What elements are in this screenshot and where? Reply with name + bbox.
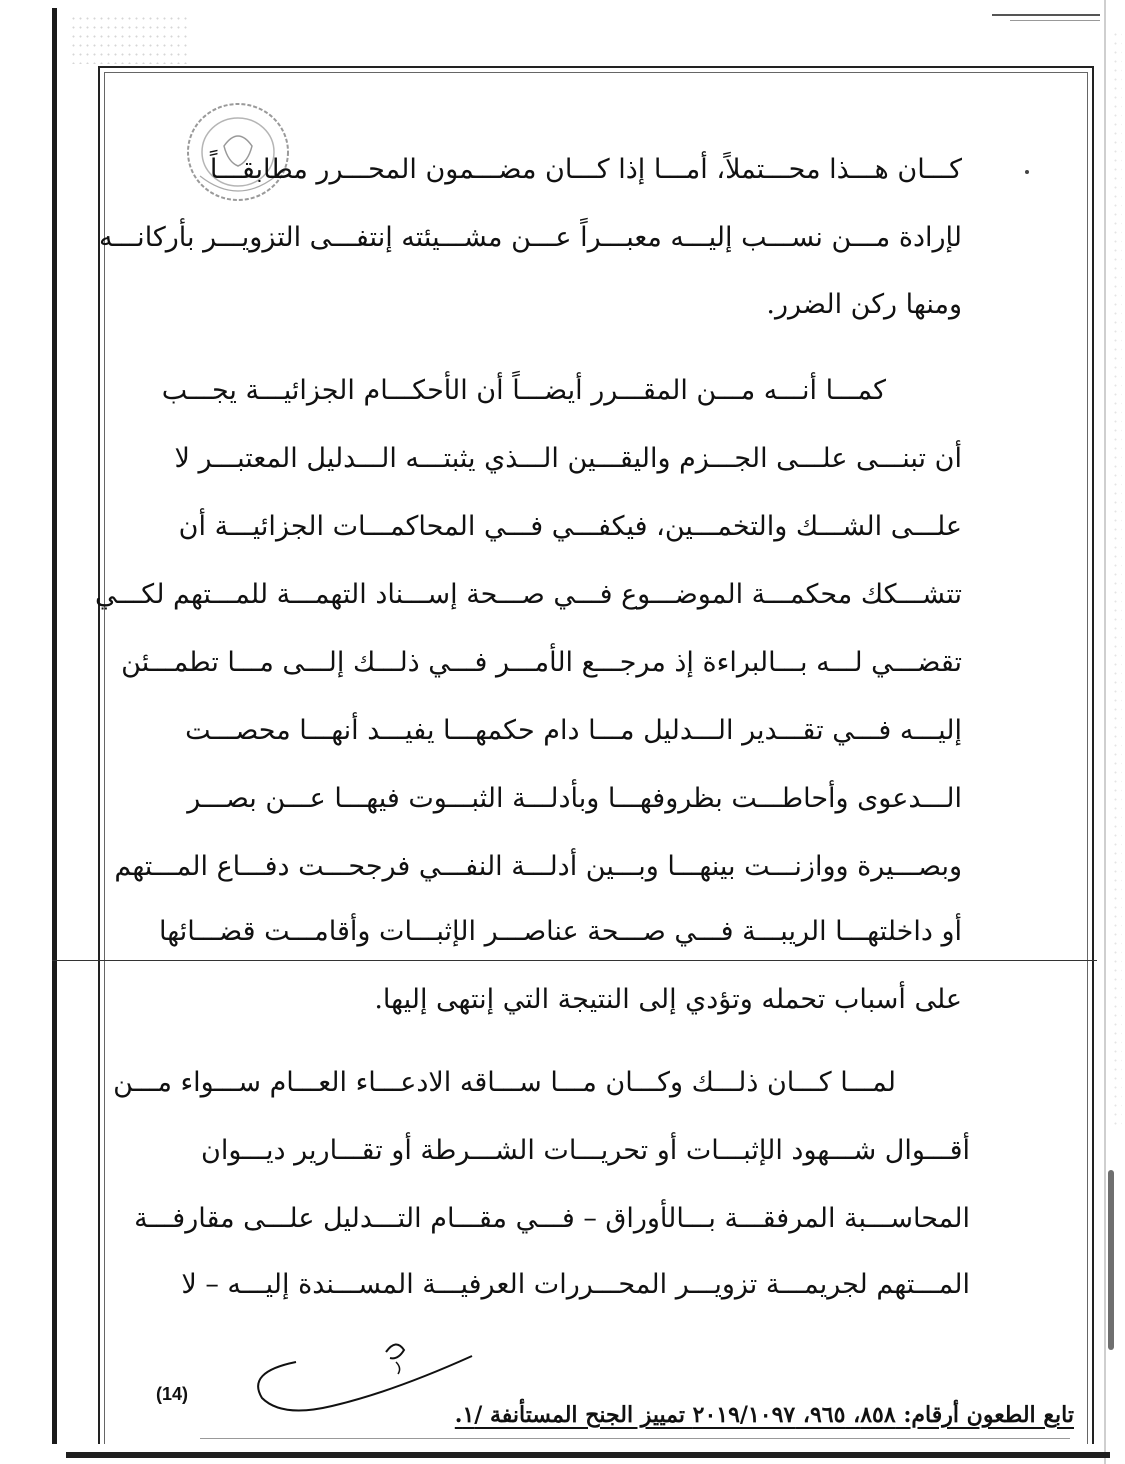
bottom-edge (66, 1452, 1110, 1458)
bullet-dot (1025, 170, 1029, 174)
scan-noise-right (1112, 30, 1122, 1130)
footer-rule (200, 1438, 1070, 1439)
scan-mark-top (992, 14, 1100, 16)
scan-edge-right (1104, 0, 1106, 1464)
text-line: علـــى الشـــك والتخمـــين، فيكفـــي فـــي المحاكمـــات الجزائيـــة أن (178, 511, 962, 542)
text-line: كمـــا أنـــه مـــن المقـــرر أيضـــاً أن الأحكـــام الجزائيـــة يجـــب (161, 375, 886, 406)
text-line: أن تبنـــى علـــى الجـــزم واليقـــين الـــذي يثبتـــه الـــدليل المعتبـــر لا (174, 443, 962, 474)
scan-edge-left (52, 8, 57, 1444)
footer-case-reference: تابع الطعون أرقام: ٨٥٨، ٩٦٥، ٢٠١٩/١٠٩٧ تمييز الجنح المستأنفة /١. (454, 1402, 1074, 1428)
text-line: كـــان هـــذا محـــتملاً، أمـــا إذا كـــان مضـــمون المحـــرر مطابقـــاً (209, 154, 962, 185)
text-line: أو داخلتهـــا الريبـــة فـــي صـــحة عناصـــر الإثبـــات وأقامـــت قضـــائها (159, 916, 962, 947)
scan-noise (70, 14, 190, 64)
text-line: لإرادة مـــن نســـب إليـــه معبـــراً عـــن مشـــيئته إنتفـــى التزويـــر بأركانـــه (98, 222, 962, 253)
text-line: المـــتهم لجريمـــة تزويـــر المحـــررات العرفيـــة المســـندة إليـــه – لا (181, 1269, 970, 1300)
text-line: ومنها ركن الضرر. (766, 289, 962, 320)
page-number: (14) (156, 1384, 189, 1404)
text-line: على أسباب تحمله وتؤدي إلى النتيجة التي إنتهى إليها. (374, 984, 962, 1015)
text-line: إليـــه فـــي تقـــدير الـــدليل مـــا دام حكمهـــا يفيـــد أنهـــا محصـــت (185, 715, 962, 746)
text-line: تتشـــكك محكمـــة الموضـــوع فـــي صـــحة إســـناد التهمـــة للمـــتهم لكـــي (95, 579, 962, 610)
text-line: تقضـــي لـــه بـــالبراءة إذ مرجـــع الأمـــر فـــي ذلـــك إلـــى مـــا تطمـــئن (121, 647, 962, 678)
scrollbar-thumb[interactable] (1108, 1170, 1114, 1350)
text-line: وبصـــيرة ووازنـــت بينهـــا وبـــين أدلـــة النفـــي فرجحـــت دفـــاع المـــتهم (114, 851, 962, 882)
text-line: أقـــوال شـــهود الإثبـــات أو تحريـــات الشـــرطة أو تقـــارير ديـــوان (201, 1135, 970, 1166)
text-line: لمـــا كـــان ذلـــك وكـــان مـــا ســـاقه الادعـــاء العـــام ســـواء مـــن (113, 1067, 896, 1098)
text-line: المحاســـبة المرفقـــة بـــالأوراق – فـــي مقـــام التـــدليل علـــى مقارفـــة (134, 1203, 970, 1234)
scan-mark-top-2 (1010, 20, 1100, 21)
fold-line (52, 960, 1097, 961)
text-line: الـــدعوى وأحاطـــت بظروفهـــا وبأدلـــة الثبـــوت فيهـــا عـــن بصـــر (187, 783, 962, 814)
